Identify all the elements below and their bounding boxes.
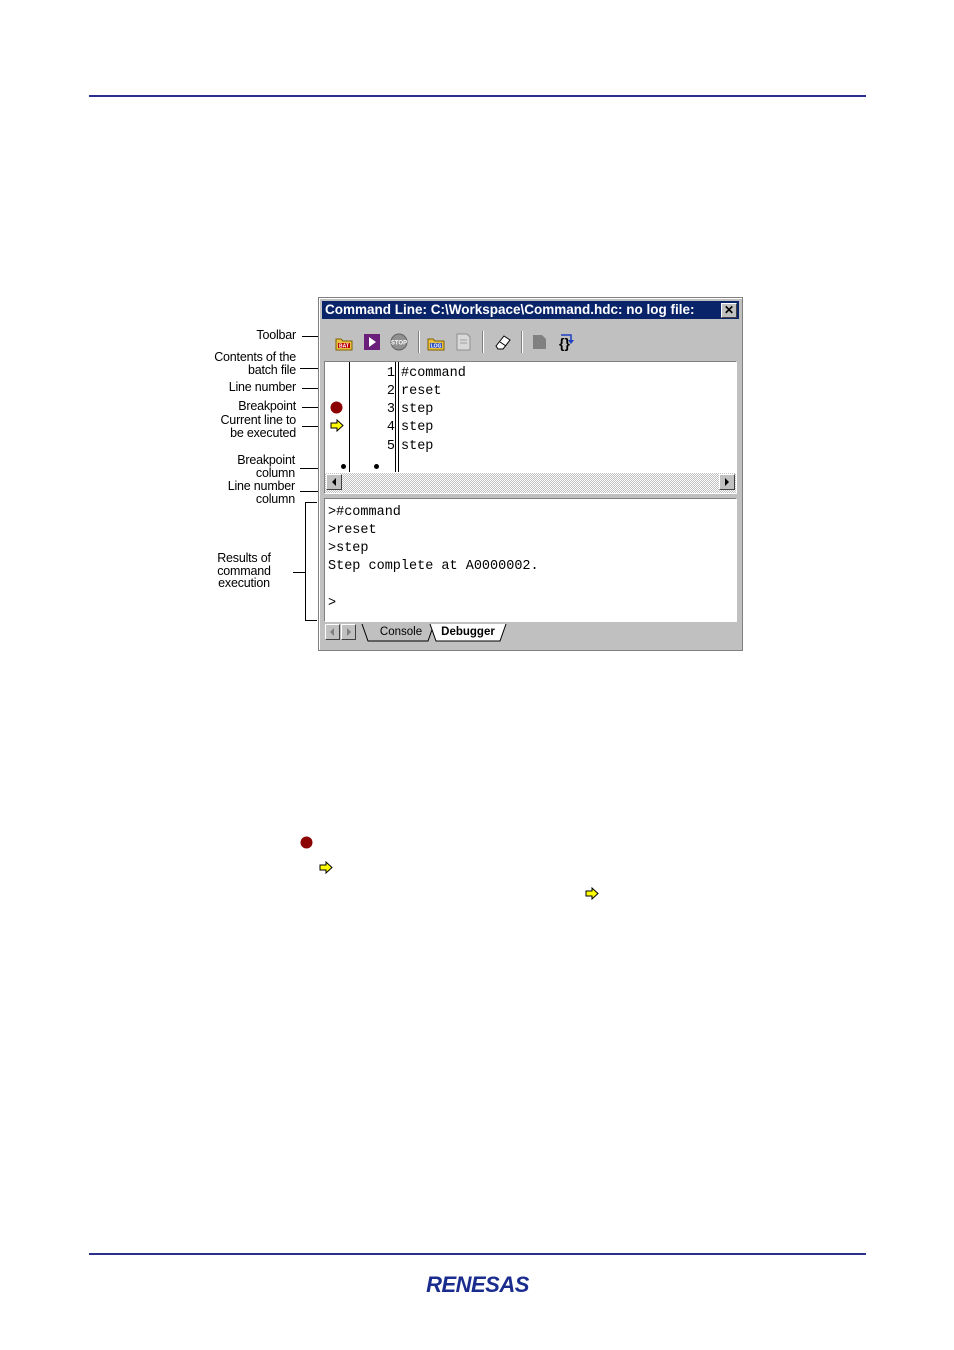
window-title: Command Line: C:\Workspace\Command.hdc: no log file: <box>325 302 695 317</box>
svg-text:STOP: STOP <box>390 340 408 347</box>
callout-current-line: Current line to be executed <box>220 413 296 440</box>
line-number: 4 <box>386 420 395 435</box>
open-log-icon[interactable] <box>427 333 445 351</box>
batch-file-icon[interactable] <box>335 333 353 351</box>
output-line: Step complete at A0000002. <box>328 559 539 574</box>
tab-scroll-left-button[interactable] <box>325 624 340 640</box>
callout-dot-line-number-column <box>374 464 379 469</box>
footer-rule <box>89 1253 866 1255</box>
callout-breakpoint: Breakpoint <box>238 399 296 413</box>
line-number: 3 <box>386 402 395 417</box>
callout-contents: Contents of the batch file <box>214 350 296 377</box>
line-number: 1 <box>386 366 395 381</box>
svg-text:BAT: BAT <box>339 343 349 350</box>
window-titlebar <box>322 301 739 319</box>
batch-line: step <box>401 439 434 454</box>
breakpoint-icon[interactable] <box>330 401 343 414</box>
batch-line: #command <box>401 366 466 381</box>
svg-text:LOG: LOG <box>430 343 442 350</box>
tab-debugger[interactable]: Debugger <box>441 626 495 638</box>
tab-bar <box>324 624 737 642</box>
save-icon[interactable] <box>454 333 472 351</box>
line-number-column-divider <box>395 362 396 472</box>
callout-results-bracket <box>305 502 306 620</box>
callout-results-leader <box>293 572 305 573</box>
toolbar-separator <box>521 331 522 353</box>
eraser-icon[interactable] <box>494 333 512 351</box>
horizontal-scrollbar[interactable] <box>325 473 736 493</box>
callout-results-bracket-bottom <box>305 620 317 621</box>
callout-line-number: Line number <box>228 380 296 394</box>
callout-line-number-column: Line number column <box>227 479 295 506</box>
arrow-right-icon <box>342 625 355 639</box>
callout-dot-breakpoint-column <box>341 464 346 469</box>
callout-toolbar: Toolbar <box>256 328 296 342</box>
batch-line: step <box>401 420 434 435</box>
breakpoint-icon <box>300 836 313 849</box>
toolbar-separator <box>418 331 419 353</box>
batch-line: step <box>401 402 434 417</box>
step-into-icon[interactable] <box>557 333 575 351</box>
line-number: 5 <box>386 439 395 454</box>
callout-breakpoint-column: Breakpoint column <box>237 453 295 480</box>
renesas-logo <box>403 1271 552 1297</box>
callout-results-bracket-top <box>305 502 317 503</box>
output-line: >step <box>328 541 369 556</box>
tab-scroll-right-button[interactable] <box>341 624 356 640</box>
header-rule <box>89 95 866 97</box>
batch-line: reset <box>401 384 442 399</box>
line-number: 2 <box>386 384 395 399</box>
stop-icon[interactable] <box>390 333 408 351</box>
scroll-right-button[interactable] <box>719 474 735 490</box>
arrow-left-icon <box>327 475 341 489</box>
tab-console[interactable]: Console <box>379 626 423 638</box>
command-output-pane[interactable] <box>324 498 737 622</box>
current-line-arrow-icon <box>330 419 344 432</box>
batch-file-pane[interactable] <box>324 361 737 494</box>
output-line: >#command <box>328 505 401 520</box>
scroll-left-button[interactable] <box>326 474 342 490</box>
current-line-arrow-icon <box>319 861 333 874</box>
output-line: > <box>328 596 337 611</box>
close-button[interactable]: ✕ <box>721 303 737 318</box>
svg-text:{}: {} <box>559 335 570 351</box>
record-icon[interactable] <box>530 333 548 351</box>
run-icon[interactable] <box>363 333 381 351</box>
breakpoint-column-divider <box>349 362 350 472</box>
arrow-right-icon <box>720 475 734 489</box>
command-line-window <box>318 297 743 651</box>
line-number-column-divider-right <box>398 362 399 472</box>
arrow-left-icon <box>326 625 339 639</box>
toolbar-separator <box>482 331 483 353</box>
callout-results: Results of command execution <box>217 551 271 590</box>
current-line-arrow-icon <box>585 887 599 900</box>
toolbar <box>322 322 739 358</box>
output-line: >reset <box>328 523 377 538</box>
callout-toolbar-leader <box>302 336 318 337</box>
svg-text:RENESAS: RENESAS <box>426 1272 529 1297</box>
